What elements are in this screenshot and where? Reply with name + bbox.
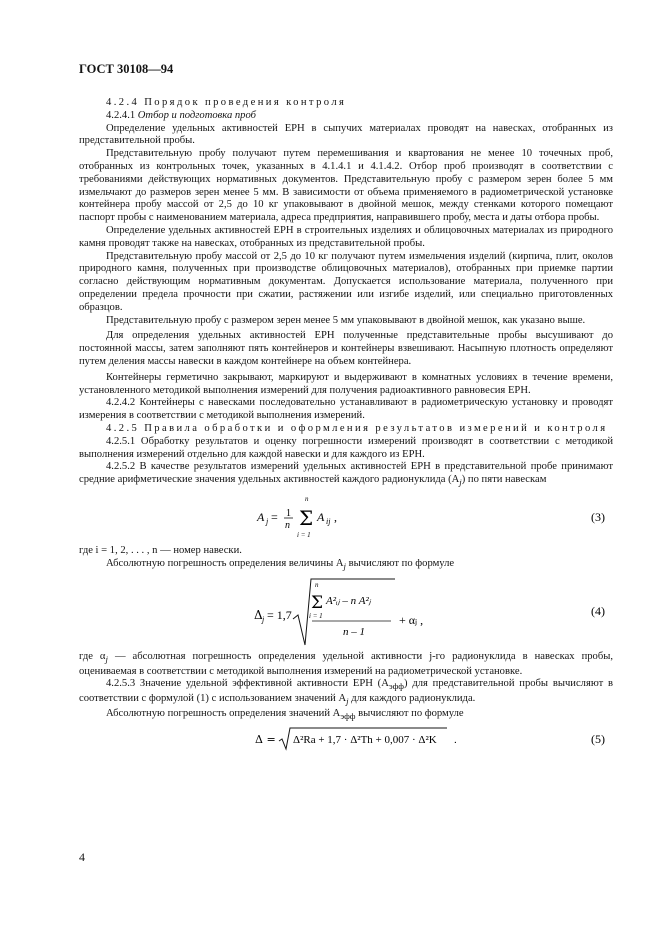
page-number: 4 [79,850,85,864]
formula-4 [79,575,613,649]
svg-text:j: j [262,614,265,624]
svg-text:Σ: Σ [299,506,314,531]
svg-text:j: j [266,517,269,527]
svg-text:Δ²Ra + 1,7 · Δ²Th + 0,007 · Δ²: Δ²Ra + 1,7 · Δ²Th + 0,007 · Δ²K [293,734,437,747]
document-header: ГОСТ 30108—94 [79,62,174,76]
formula-3 [79,491,613,543]
paragraph: Представительную пробу массой от 2,5 до 10 кг получают путем измельчения изделий (кирпича, плит, околов природного камня, полученных при производстве облицовочных материалов), отобранных при приемке партии согласно действующим нормативным документам. Допускается использование материала, полученного при определении предела прочности при сжатии, растяжении или изгибе изделий, или специально приготовленных образцов. [79,250,613,313]
svg-text:(4): (4) [591,603,605,618]
formula-5 [79,725,613,755]
section-heading: 4.2.5 Правила обработки и оформления результатов измерений и контроля [106,422,608,434]
svg-text:n: n [285,520,290,532]
svg-text:(5): (5) [591,732,605,747]
svg-text:i = 1: i = 1 [309,611,323,620]
paragraph: где i = 1, 2, . . . , n — номер навески. [79,545,242,557]
paragraph: Определение удельных активностей ЕРН в сыпучих материалах проводят на навесках, отобранных из представительной пробы. [79,122,613,147]
svg-text:=: = [271,510,278,525]
paragraph: Представительную пробу с размером зерен менее 5 мм упаковывают в двойной мешок, как указано выше. [106,314,586,326]
formula-4-graphic [79,575,613,649]
paragraph: 4.2.4.2 Контейнеры с навесками последовательно устанавливают в радиометрическую установку и проводят измерения в соответствии с методикой выполнения измерений. [79,397,613,422]
svg-text:n – 1: n – 1 [343,625,365,638]
paragraph: Определение удельных активностей ЕРН в строительных изделиях и облицовочных материалах из природного камня проводят также на навесках, отобранных из представительной пробы. [79,224,613,249]
svg-text:n: n [305,495,309,504]
svg-text:A²ᵢⱼ – n A²ⱼ: A²ᵢⱼ – n A²ⱼ [326,594,371,607]
paragraph: Для определения удельных активностей ЕРН полученные представительные пробы высушивают до постоянной массы, затем заполняют пять контейнеров и контейнеры взвешивают. Насыпную плотность определяют путем деления массы навески в каждом контейнере на объем контейнера. [79,330,613,367]
svg-text:,: , [334,510,337,525]
paragraph: 4.2.5.1 Обработку результатов и оценку погрешности измерений производят в соответствии с методикой выполнения измерений отдельно для каждой навески и для каждого из ЕРН. [79,435,613,460]
svg-text:ij: ij [326,517,331,527]
formula-3-graphic [79,491,613,543]
svg-text:= 1,7: = 1,7 [267,607,292,622]
formula-5-graphic [79,725,613,755]
svg-text:Σ: Σ [311,592,324,613]
where-alpha: где $\alpha_j$ — абсолютная погрешность определения удельной активности j-го радионуклида в навесках пробы, оцениваемая в соответствии с методикой выполнения измерений на радиометрической установке. [79,650,614,677]
svg-text:n: n [315,580,319,589]
svg-text:Δ =: Δ = [255,733,276,747]
svg-text:Δ: Δ [254,607,263,622]
svg-text:A: A [317,510,325,525]
svg-text:i = 1: i = 1 [297,531,311,540]
section-heading: 4.2.4 Порядок проведения контроля [106,97,347,108]
paragraph: 4.2.5.3 Значение удельной эффективной активности ЕРН $(A_{эфф})$ для представительной пробы вычисляют в соответствии с формулой (1) с использованием значений $A_j$ для каждого радионуклида. [79,678,614,707]
paragraph: 4.2.5.2 В качестве результатов измерений удельных активностей ЕРН в представительной пробе принимают средние арифметические значения удельных активностей каждого радионуклида $(A_j)$ по пяти навескам [79,461,613,488]
svg-text:(3): (3) [591,510,605,525]
paragraph: Абсолютную погрешность определения значений $A_{эфф}$ вычисляют по формуле [106,708,464,722]
svg-text:1: 1 [286,508,291,520]
body-text [79,97,613,757]
subsection-heading: 4.2.4.1 Отбор и подготовка проб [106,109,256,121]
paragraph: Абсолютную погрешность определения величины $A_j$ вычисляют по формуле [106,557,455,571]
svg-text:+ αⱼ ,: + αⱼ , [399,612,424,627]
svg-text:A: A [257,510,265,525]
paragraph: Представительную пробу получают путем перемешивания и квартования не менее 10 точечных проб, отобранных из контрольных точек, указанных в 4.1.4.1 и 4.1.4.2. Отбор проб производят в соответствии с требованиями действующих нормативных документов. Представительную пробу с размером зерен более 5 мм измельчают до размеров зерен менее 5 мм. В зависимости от объема применяемого в радиометрической установке контейнера пробу массой от 2,5 до 10 кг упаковывают в двойной мешок, между стенками которого помещают паспорт пробы с наименованием материала, адреса предприятия, направившего пробу, места и даты отбора пробы. [79,148,613,224]
paragraph: Контейнеры герметично закрывают, маркируют и выдерживают в комнатных условиях в течение времени, установленного методикой выполнения измерений для получения радиоактивного равновесия ЕРН. [79,371,613,396]
svg-text:.: . [454,734,457,747]
